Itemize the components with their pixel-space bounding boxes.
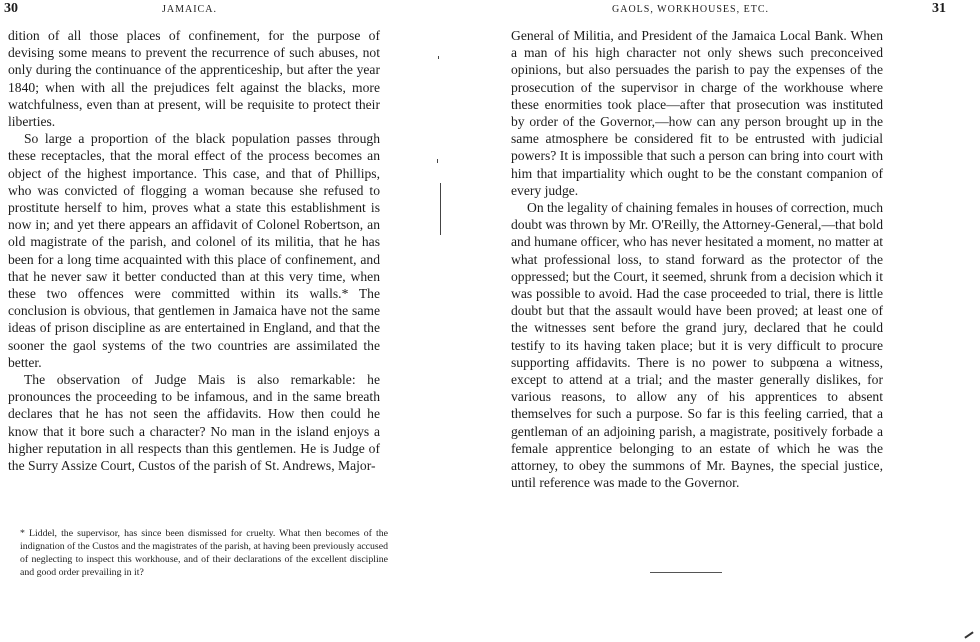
right-body-text <box>511 27 883 491</box>
right-paragraph-2: On the legality of chaining females in houses of correction, much doubt was thrown by Mr. O'Reilly, the Attorney-General,—that bold and humane officer, who has never hesitated a moment, no matter at what professional loss, to stand forward as the protector of the oppressed; but the Court, it seemed, shrunk from a decision which it was possible to avoid. Had the case proceeded to trial, there is little doubt but that the assault would have been proved; at least one of the witnesses sent before the grand jury, declared that he could testify to its having taken place; but it is very difficult to procure supporting affidavits. There is no power to subpœna a witness, except to attend at a trial; and the master generally dislikes, for various reasons, to allow any of his apprentices to absent themselves for such a purpose. So far is this feeling carried, that a gentleman of an adjoining parish, a magistrate, positively forbade a female apprentice belonging to an estate of which he was the attorney, to obey the summons of Mr. Baynes, the special justice, until reference was made to the Governor. <box>511 200 883 491</box>
left-paragraph-3: The observation of Judge Mais is also remarkable: he pronounces the proceeding to be infamous, and in the same breath declares that he has not seen the affidavits. How then could he know that it bore such a character? No man in the island enjoys a higher reputation in all respects than this gentlemen. He is Judge of the Surry Assize Court, Custos of the parish of St. Andrews, Major- <box>8 372 380 474</box>
left-paragraph-1: dition of all those places of confinement, for the purpose of devising some means to prevent the recurrence of such abuses, not only during the continuance of the apprenticeship, but after the year 1840; when with all the prejudices felt against the blacks, more watchfulness, even than at present, will be requisite to protect their liberties. <box>8 28 380 130</box>
gutter-mark <box>440 183 441 235</box>
left-page-number: 30 <box>4 1 18 16</box>
left-body-text <box>8 27 380 474</box>
gutter-dot <box>438 56 439 59</box>
right-paragraph-1: General of Militia, and President of the Jamaica Local Bank. When a man of his high character not only shews such preconceived opinions, but also persuades the parish to pay the expenses of the prosecution of the supervisor in charge of the workhouse where these enormities took place—after that prosecution was instituted by order of the Governor,—how can any person brought up in the same atmosphere be considered fit to be entrusted with judicial powers? It is impossible that such a person can bring into court with him that impartiality which ought to be the constant companion of every judge. <box>511 28 883 198</box>
right-running-head: GAOLS, WORKHOUSES, ETC. <box>612 4 769 15</box>
gutter-dot <box>437 159 438 163</box>
right-page-number: 31 <box>932 1 946 16</box>
footnote: * Liddel, the supervisor, has since been dismissed for cruelty. What then becomes of the indignation of the Custos and the magistrates of the parish, at having been previously accused of neglecting to inspect this workhouse, and of their declarations of the excellent discipline and good order prevailing in it? <box>20 528 388 578</box>
section-divider-rule <box>650 572 722 573</box>
left-paragraph-2: So large a proportion of the black population passes through these receptacles, that the moral effect of the process becomes an object of the highest importance. This case, and that of Phillips, who was convicted of flogging a woman because she refused to prostitute herself to him, proves what a state this establishment is now in; and yet there appears an affidavit of Colonel Robertson, an old magistrate of the parish, and colonel of its militia, that he has been for a long time acquainted with this place of confinement, and that he never saw it better conducted than at this very time, when these two offences were committed within its walls.* The conclusion is obvious, that gentlemen in Jamaica have not the same ideas of prison discipline as are entertained in England, and that the sooner the gaol systems of the two countries are assimilated the better. <box>8 131 380 370</box>
left-page-header <box>0 2 490 18</box>
left-running-head: JAMAICA. <box>162 4 217 15</box>
right-page-header <box>490 2 980 18</box>
right-page <box>490 0 980 642</box>
